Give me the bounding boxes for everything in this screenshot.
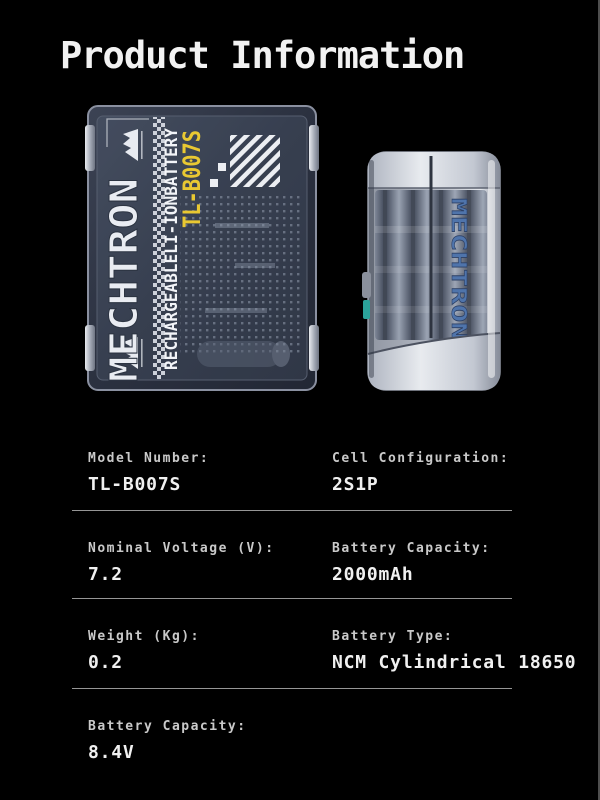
flat-pack-line-text: RECHARGEABLELI-IONBATTERY (162, 121, 181, 370)
spec-label: Cell Configuration: (332, 451, 510, 466)
spec-value: NCM Cylindrical 18650 (332, 652, 577, 673)
top-cap (368, 152, 500, 188)
spec-row-voltage (88, 542, 558, 585)
edge-highlight (488, 160, 495, 378)
corner-clamp-icon (85, 125, 95, 171)
side-latch (362, 272, 371, 298)
circuit-trace (215, 223, 269, 228)
row-divider (72, 510, 512, 511)
spec-value: TL-B007S (88, 474, 182, 495)
standing-battery-pack-image (357, 138, 503, 394)
spec-label: Battery Type: (332, 629, 454, 644)
flat-battery-pack-image (85, 103, 319, 393)
spec-label: Weight (Kg): (88, 629, 200, 644)
standing-pack-brand-text: MECHTRON (447, 198, 471, 295)
spec-value: 2S1P (332, 474, 379, 495)
corner-clamp-icon (309, 125, 319, 171)
hatch-step-mark (218, 163, 226, 171)
spec-value: 2000mAh (332, 564, 414, 585)
spec-row-weight (88, 629, 577, 673)
spec-cell (88, 542, 332, 585)
spec-label: Battery Capacity: (332, 541, 491, 556)
circuit-trace (235, 263, 275, 268)
flat-pack-brand-text: MECHTRON (102, 198, 146, 382)
spec-row-model (88, 452, 558, 495)
spec-cell (332, 542, 558, 585)
hatch-square (230, 135, 280, 187)
spec-label: Battery Capacity: (88, 719, 247, 734)
inner-cell-cylinder (197, 341, 290, 367)
side-button-teal (363, 300, 370, 319)
spec-label: Nominal Voltage (V): (88, 541, 275, 556)
spec-cell (332, 629, 577, 673)
edge-shade (369, 160, 374, 378)
spec-cell (88, 630, 332, 673)
spec-label: Model Number: (88, 451, 210, 466)
spec-cell (332, 452, 558, 495)
spec-cell (88, 720, 332, 763)
row-divider (72, 598, 512, 599)
circuit-trace (205, 308, 267, 313)
spec-row-capacity-voltage (88, 720, 558, 763)
spec-value: 8.4V (88, 742, 135, 763)
spec-cell (88, 452, 332, 495)
spec-value: 7.2 (88, 564, 123, 585)
spec-value: 0.2 (88, 652, 123, 673)
hatch-step-mark (210, 179, 218, 187)
corner-clamp-icon (85, 325, 95, 371)
row-divider (72, 688, 512, 689)
page-title: Product Information (60, 34, 465, 77)
flat-pack-model-text: TL-B007S (178, 112, 206, 228)
corner-clamp-icon (309, 325, 319, 371)
